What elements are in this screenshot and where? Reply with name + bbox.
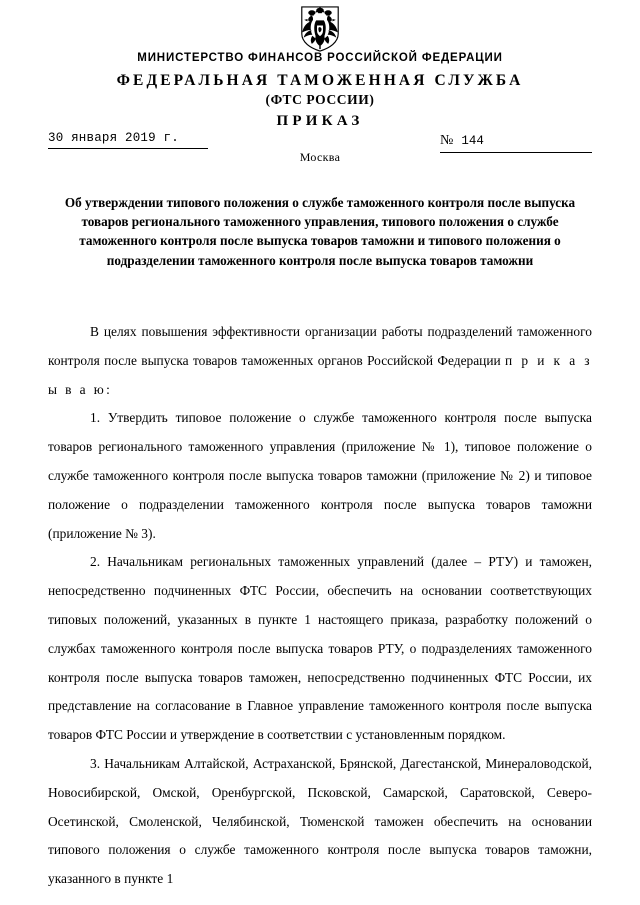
document-city: Москва (299, 150, 341, 164)
preamble-text: В целях повышения эффективности организации работы подразделений таможенного контроля после выпуска товаров таможенных органов Российской Федерации (48, 324, 592, 368)
paragraph-1: 1. Утвердить типовое положение о службе таможенного контроля после выпуска товаров регионального таможенного управления (приложение № 1), типовое положение о службе таможенного контроля после выпуска товаров таможни (приложение № 2) и типовое положение о подразделении таможенного контроля после выпуска товаров таможни (приложение № 3). (48, 410, 592, 541)
paragraph-3: 3. Начальникам Алтайской, Астраханской, Брянской, Дагестанской, Минераловодской, Новосибирской, Омской, Оренбургской, Псковской, Самарской, Саратовской, Северо-Осетинской, Смоленской, Челябинской, Тюменской таможен обеспечить на основании типового положения о службе таможенного контроля после выпуска товаров таможни, указанного в пункте 1 (48, 755, 592, 887)
document-number: 144 (461, 134, 484, 148)
document-title: Об утверждении типового положения о службе таможенного контроля после выпуска товаров регионального таможенного управления, типового положения о службе таможенного контроля после выпуска товаров таможни и типового положения о подразделении таможенного контроля после выпуска товаров таможни (64, 195, 576, 268)
service-name: ФЕДЕРАЛЬНАЯ ТАМОЖЕННАЯ СЛУЖБА (116, 72, 524, 89)
preamble-order-word: п р и к а з ы в а ю: (48, 352, 592, 397)
document-type: ПРИКАЗ (276, 113, 364, 129)
russian-coat-of-arms-icon (296, 6, 344, 52)
preamble-paragraph (48, 318, 592, 404)
paragraph-2: 2. Начальникам региональных таможенных управлений (далее – РТУ) и таможен, непосредственно подчиненных ФТС России, обеспечить на основании соответствующих типовых положений, указанных в пункте 1 настоящего приказа, разработку положений о службах таможенного контроля после выпуска товаров РТУ, о подразделениях таможенного контроля после выпуска товаров таможен, непосредственно подчиненных ФТС России, их представление на согласование в Главное управление таможенного контроля после выпуска товаров ФТС России и утверждение в соответствии с установленным порядком. (48, 554, 592, 743)
ministry-name: МИНИСТЕРСТВО ФИНАНСОВ РОССИЙСКОЙ ФЕДЕРАЦИИ (137, 52, 503, 64)
number-sign-icon: № (440, 133, 454, 148)
coat-of-arms-container (0, 6, 640, 52)
service-abbreviation: (ФТС РОССИИ) (265, 92, 375, 107)
document-body (48, 318, 592, 894)
document-date: 30 января 2019 г. (48, 131, 208, 149)
